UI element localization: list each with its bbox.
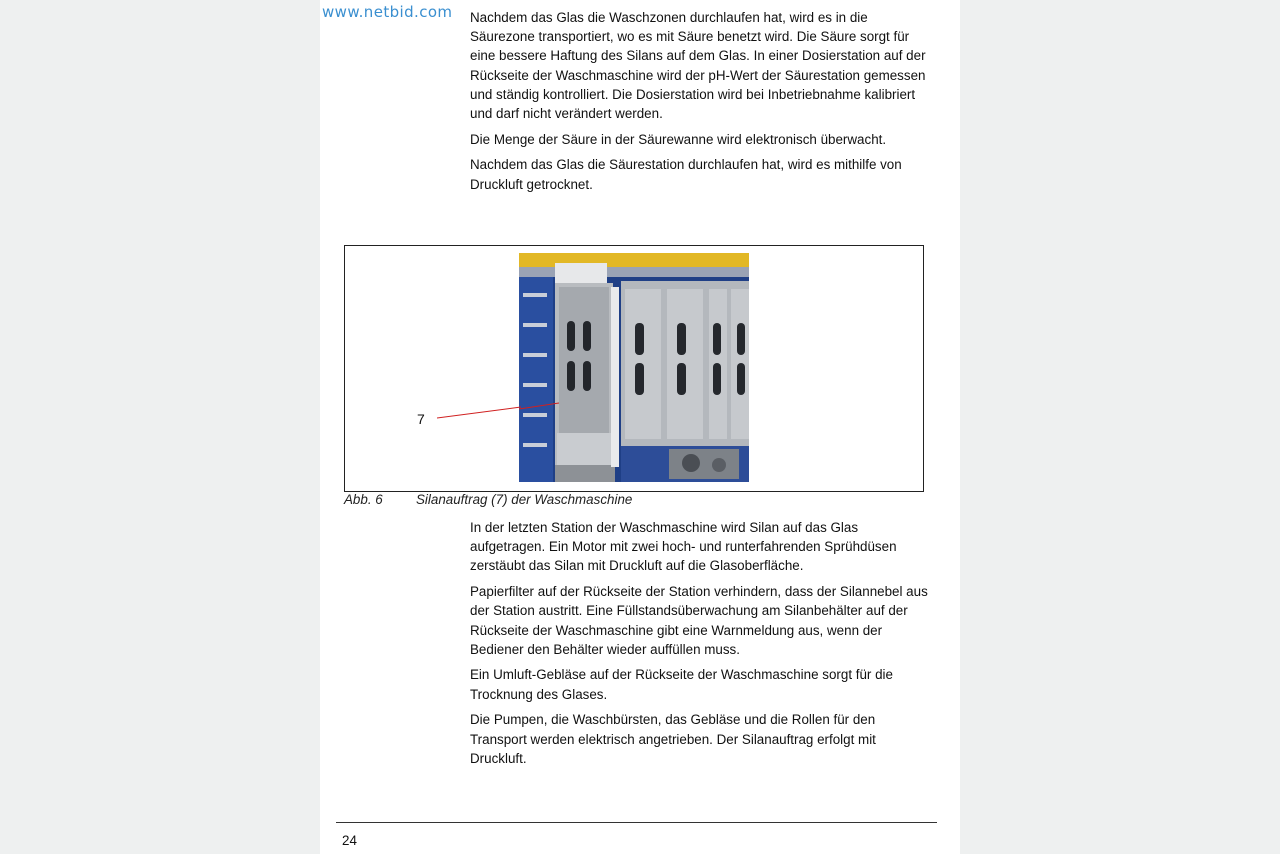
paragraph: Nachdem das Glas die Waschzonen durchlaufen hat, wird es in die Säurezone transportiert, wo es mit Säure benetzt wird. Die Säure sorgt für eine bessere Haftung des Silans auf dem Glas. In einer Dosierstation auf der Rückseite der Waschmaschine wird der pH-Wert der Säurestation gemessen und ständig kontrolliert. Die Dosierstation wird bei Inbetriebnahme kalibriert und darf nicht verändert werden. [470,10,926,122]
watermark-link[interactable]: www.netbid.com [322,3,453,21]
figure-caption-label: Abb. 6 [344,492,383,507]
paragraph: Die Pumpen, die Waschbürsten, das Gebläse und die Rollen für den Transport werden elektrisch angetrieben. Der Silanauftrag erfolgt mit Druckluft. [470,712,876,766]
silane-text-block [470,518,930,774]
footer-divider [336,822,937,823]
paragraph: Die Menge der Säure in der Säurewanne wird elektronisch überwacht. [470,131,887,147]
figure-caption-text: Silanauftrag (7) der Waschmaschine [416,492,633,507]
washing-machine-photo [519,253,749,482]
page-number: 24 [342,833,357,848]
callout-leader-line [437,396,521,420]
paragraph: In der letzten Station der Waschmaschine wird Silan auf das Glas aufgetragen. Ein Motor mit zwei hoch- und runterfahrenden Sprühdüsen zerstäubt das Silan mit Druckluft auf die Glasoberfläche. [470,520,897,574]
paragraph: Ein Umluft-Gebläse auf der Rückseite der Waschmaschine sorgt für die Trocknung des Glases. [470,667,893,702]
intro-text-block [470,8,930,200]
figure-frame [344,245,924,492]
paragraph: Nachdem das Glas die Säurestation durchlaufen hat, wird es mithilfe von Druckluft getrocknet. [470,157,902,192]
callout-number: 7 [417,411,425,427]
document-page [320,0,960,854]
paragraph: Papierfilter auf der Rückseite der Station verhindern, dass der Silannebel aus der Station austritt. Eine Füllstandsüberwachung am Silanbehälter auf der Rückseite der Waschmaschine gibt eine Warnmeldung aus, wenn der Bediener den Behälter wieder auffüllen muss. [470,584,928,657]
